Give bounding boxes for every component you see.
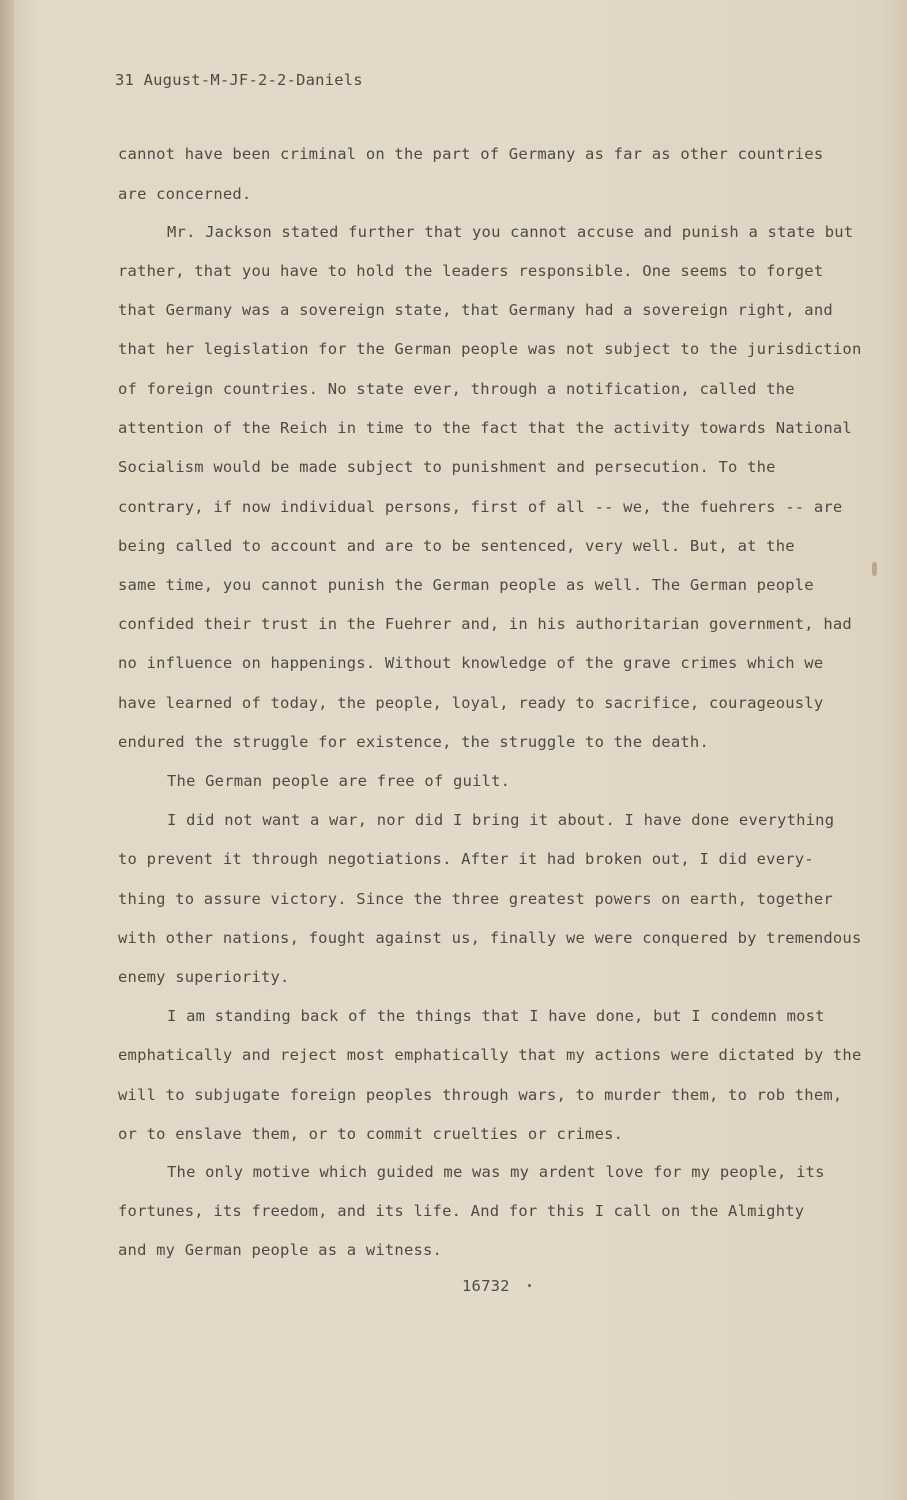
text-line: rather, that you have to hold the leaders responsible. One seems to forget bbox=[118, 262, 824, 280]
page-header-reference: 31 August-M-JF-2-2-Daniels bbox=[115, 71, 363, 89]
text-line: fortunes, its freedom, and its life. And for this I call on the Almighty bbox=[118, 1202, 805, 1220]
text-line: enemy superiority. bbox=[118, 968, 290, 986]
text-line: being called to account and are to be sentenced, very well. But, at the bbox=[118, 537, 795, 555]
ink-dot bbox=[528, 1284, 531, 1287]
text-line: or to enslave them, or to commit cruelties or crimes. bbox=[118, 1125, 624, 1143]
text-line: contrary, if now individual persons, first of all -- we, the fuehrers -- are bbox=[118, 498, 843, 516]
text-line: with other nations, fought against us, finally we were conquered by tremendous bbox=[118, 929, 862, 947]
text-line: that her legislation for the German people was not subject to the jurisdiction bbox=[118, 340, 862, 358]
page-edge bbox=[0, 0, 14, 1500]
text-line: will to subjugate foreign peoples through wars, to murder them, to rob them, bbox=[118, 1086, 843, 1104]
page-number: 16732 bbox=[462, 1277, 510, 1295]
text-line: emphatically and reject most emphatically that my actions were dictated by the bbox=[118, 1046, 862, 1064]
text-line: I am standing back of the things that I have done, but I condemn most bbox=[167, 1007, 825, 1025]
text-line: The only motive which guided me was my ardent love for my people, its bbox=[167, 1163, 825, 1181]
text-line: no influence on happenings. Without knowledge of the grave crimes which we bbox=[118, 654, 824, 672]
text-line: Mr. Jackson stated further that you cannot accuse and punish a state but bbox=[167, 223, 854, 241]
text-line: are concerned. bbox=[118, 185, 252, 203]
text-line: and my German people as a witness. bbox=[118, 1241, 443, 1259]
text-line: to prevent it through negotiations. After it had broken out, I did every- bbox=[118, 850, 814, 868]
text-line: confided their trust in the Fuehrer and, in his authoritarian government, had bbox=[118, 615, 852, 633]
text-line: attention of the Reich in time to the fact that the activity towards National bbox=[118, 419, 852, 437]
text-line: that Germany was a sovereign state, that Germany had a sovereign right, and bbox=[118, 301, 833, 319]
text-line: of foreign countries. No state ever, through a notification, called the bbox=[118, 380, 795, 398]
paper-stain bbox=[872, 562, 877, 576]
text-line: thing to assure victory. Since the three greatest powers on earth, together bbox=[118, 890, 833, 908]
text-line: endured the struggle for existence, the struggle to the death. bbox=[118, 733, 709, 751]
text-line: cannot have been criminal on the part of Germany as far as other countries bbox=[118, 145, 824, 163]
text-line: I did not want a war, nor did I bring it about. I have done everything bbox=[167, 811, 835, 829]
text-line: same time, you cannot punish the German people as well. The German people bbox=[118, 576, 814, 594]
text-line: Socialism would be made subject to punishment and persecution. To the bbox=[118, 458, 776, 476]
text-line: The German people are free of guilt. bbox=[167, 772, 511, 790]
text-line: have learned of today, the people, loyal, ready to sacrifice, courageously bbox=[118, 694, 824, 712]
